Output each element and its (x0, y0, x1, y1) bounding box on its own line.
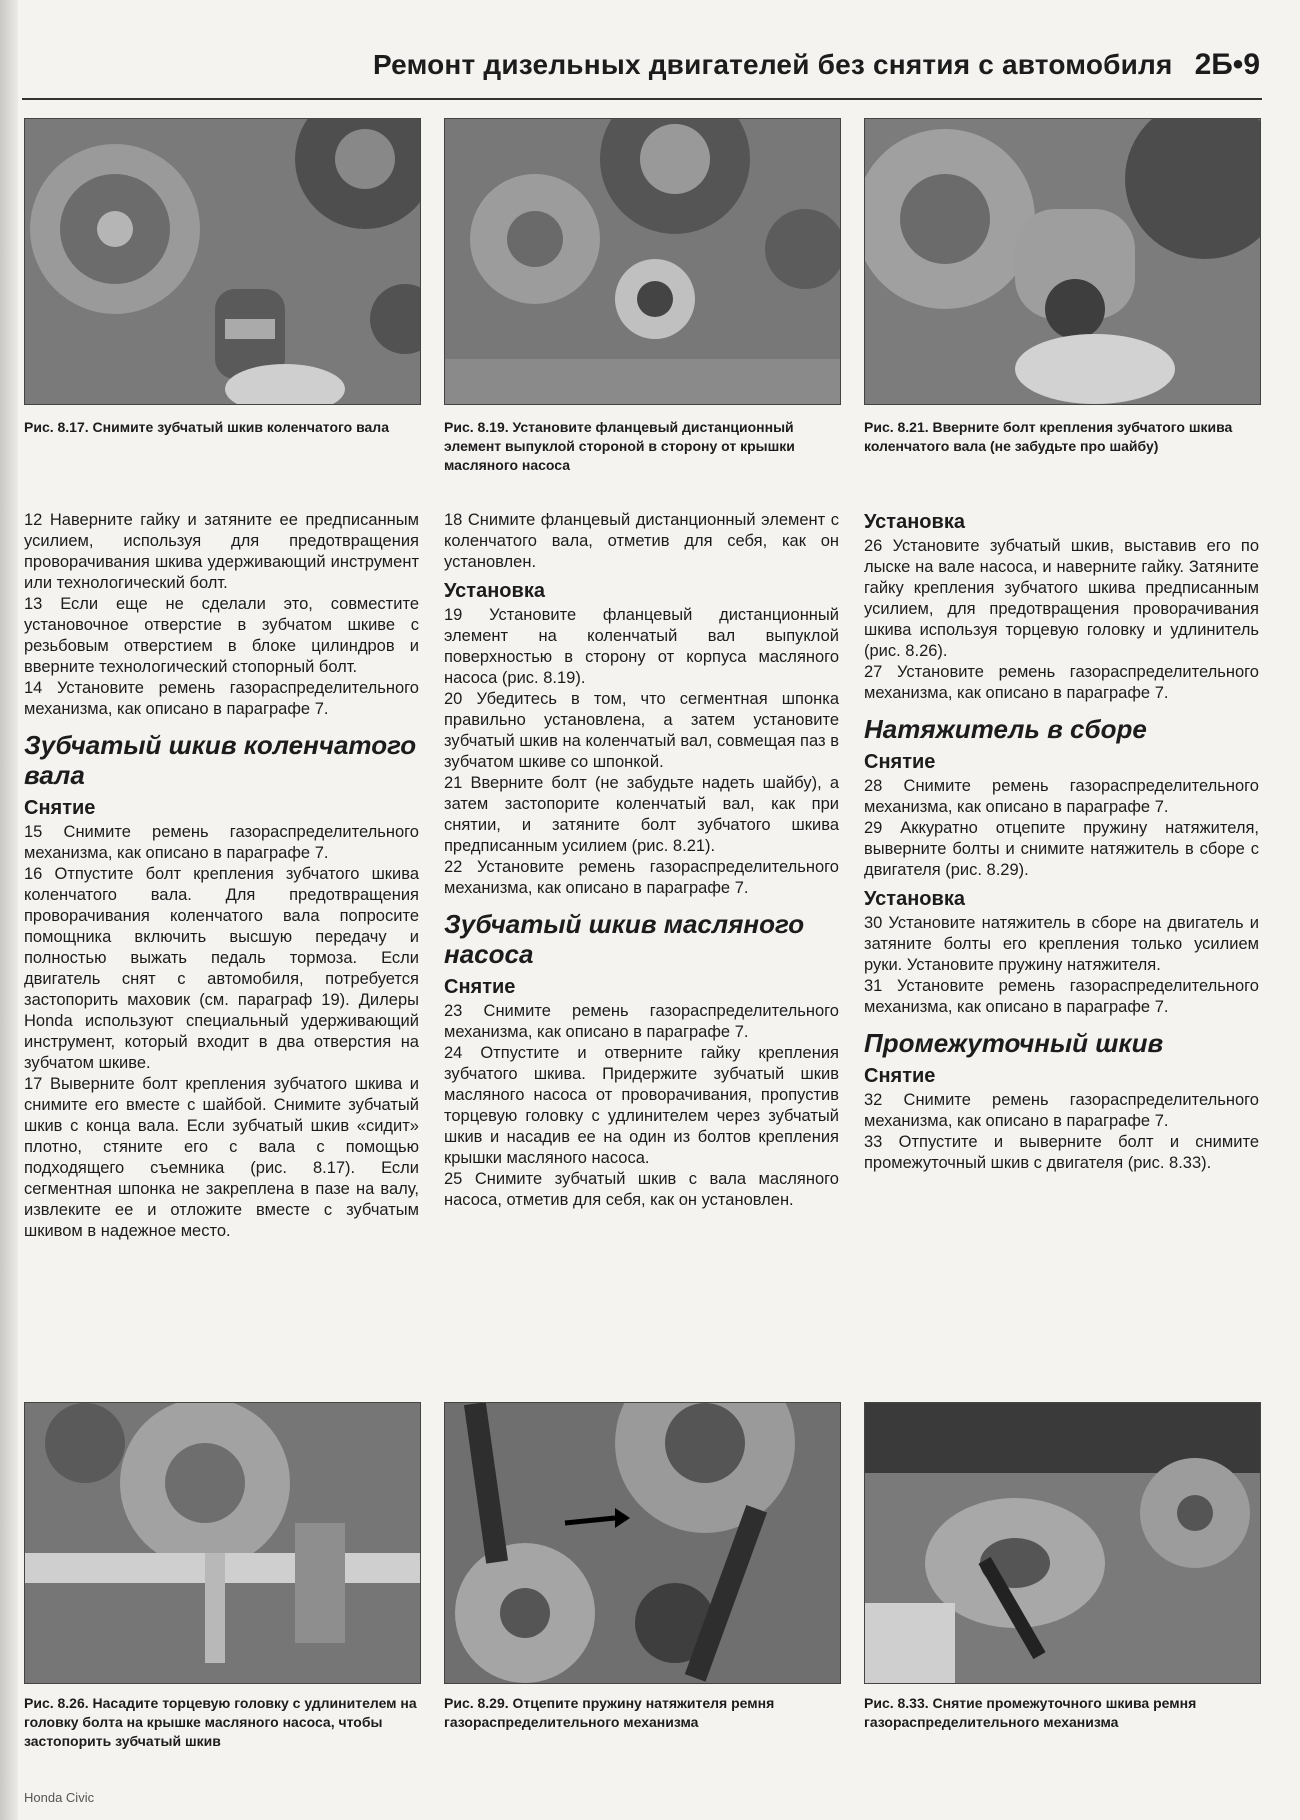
page-binding-edge (0, 0, 18, 1820)
paragraph-18: 18 Снимите фланцевый дистанционный элемент с коленчатого вала, отметив для себя, как он установлен. (444, 511, 839, 571)
paragraph-31: 31 Установите ремень газораспределительного механизма, как описано в параграфе 7. (864, 977, 1259, 1016)
subheading-installation: Установка (864, 888, 965, 910)
photo-fig-8-19 (444, 118, 841, 405)
footer-book-title: Honda Civic (24, 1790, 95, 1805)
paragraph-28: 28 Снимите ремень газораспределительного механизма, как описано в параграфе 7. (864, 777, 1259, 816)
paragraph-16: 16 Отпустите болт крепления зубчатого шкива коленчатого вала. Для предотвращения проворачивания коленчатого вала попросите помощника включить высшую передачу и полностью выжать педаль тормоза. Если двигатель снят с автомобиля, потребуется застопорить маховик (см. параграф 19). Дилеры Honda используют специальный удерживающий инструмент, который входит в два отверстия на зубчатом шкиве. (24, 865, 419, 1072)
text-column-3 (864, 504, 1259, 1174)
subheading-installation: Установка (444, 580, 545, 602)
paragraph-33: 33 Отпустите и выверните болт и снимите промежуточный шкив с двигателя (рис. 8.33). (864, 1133, 1259, 1172)
paragraph-23: 23 Снимите ремень газораспределительного механизма, как описано в параграфе 7. (444, 1002, 839, 1041)
photo-fig-8-26 (24, 1402, 421, 1684)
paragraph-27: 27 Установите ремень газораспределительного механизма, как описано в параграфе 7. (864, 663, 1259, 702)
caption-fig-8-26: Рис. 8.26. Насадите торцевую головку с удлинителем на головку болта на крышке масляного насоса, чтобы застопорить зубчатый шкив (24, 1695, 417, 1749)
paragraph-30: 30 Установите натяжитель в сборе на двигатель и затяните болты его крепления только усилием руки. Установите пружину натяжителя. (864, 914, 1259, 974)
paragraph-17: 17 Выверните болт крепления зубчатого шкива и снимите его вместе с шайбой. Снимите зубчатый шкив с конца вала. Если зубчатый шкив «сидит» плотно, стяните его с вала с помощью подходящего съемника (рис. 8.17). Если сегментная шпонка не закреплена в пазе на валу, извлеките ее и отложите вместе с зубчатым шкивом в надежное место. (24, 1075, 419, 1240)
subheading-removal: Снятие (864, 1065, 936, 1087)
paragraph-12: 12 Наверните гайку и затяните ее предписанным усилием, используя для предотвращения проворачивания шкива удерживающий инструмент или технологический болт. (24, 511, 419, 592)
text-column-2 (444, 510, 839, 1211)
text-column-1 (24, 510, 419, 1242)
photo-fig-8-21 (864, 118, 1261, 405)
subheading-removal: Снятие (864, 751, 936, 773)
caption-fig-8-29: Рис. 8.29. Отцепите пружину натяжителя ремня газораспределительного механизма (444, 1695, 775, 1730)
paragraph-20: 20 Убедитесь в том, что сегментная шпонка правильно установлена, а затем установите зубчатый шкив на коленчатый вал, совмещая паз в зубчатом шкиве со шпонкой. (444, 690, 839, 771)
page-header (310, 40, 1260, 90)
photo-fig-8-17 (24, 118, 421, 405)
page-number: 2Б•9 (1194, 48, 1260, 81)
paragraph-22: 22 Установите ремень газораспределительного механизма, как описано в параграфе 7. (444, 858, 839, 897)
caption-fig-8-19: Рис. 8.19. Установите фланцевый дистанционный элемент выпуклой стороной в сторону от крышки масляного насоса (444, 419, 795, 473)
subheading-removal: Снятие (444, 976, 516, 998)
paragraph-13: 13 Если еще не сделали это, совместите установочное отверстие в зубчатом шкиве с резьбовым отверстием в блоке цилиндров и вверните технологический стопорный болт. (24, 595, 419, 676)
photo-fig-8-29 (444, 1402, 841, 1684)
paragraph-19: 19 Установите фланцевый дистанционный элемент на коленчатый вал выпуклой поверхностью в сторону от корпуса масляного насоса (рис. 8.19). (444, 606, 839, 687)
paragraph-32: 32 Снимите ремень газораспределительного механизма, как описано в параграфе 7. (864, 1091, 1259, 1130)
section-heading-crankshaft-sprocket: Зубчатый шкив коленчатого вала (24, 730, 417, 790)
page-title: Ремонт дизельных двигателей без снятия с автомобиля (372, 49, 1173, 80)
caption-fig-8-33: Рис. 8.33. Снятие промежуточного шкива ремня газораспределительного механизма (864, 1695, 1197, 1730)
paragraph-24: 24 Отпустите и отверните гайку крепления зубчатого шкива. Придержите зубчатый шкив масляного насоса от проворачивания, пропустив торцевую головку с удлинителем через зубчатый шкив и насадив ее на один из болтов крепления крышки масляного насоса. (444, 1044, 839, 1167)
paragraph-26: 26 Установите зубчатый шкив, выставив его по лыске на вале насоса, и наверните гайку. Затяните гайку крепления зубчатого шкива предписанным усилием, для предотвращения проворачивания шкива используя торцевую головку и удлинитель (рис. 8.26). (864, 537, 1259, 660)
subheading-removal: Снятие (24, 797, 96, 819)
section-heading-oil-pump-sprocket: Зубчатый шкив масляного насоса (444, 909, 805, 969)
caption-fig-8-17: Рис. 8.17. Снимите зубчатый шкив коленчатого вала (24, 419, 389, 435)
section-heading-tensioner-assembly: Натяжитель в сборе (864, 714, 1147, 744)
header-divider (22, 98, 1262, 100)
subheading-installation: Установка (864, 511, 965, 533)
section-heading-idler-pulley: Промежуточный шкив (864, 1028, 1164, 1058)
paragraph-14: 14 Установите ремень газораспределительного механизма, как описано в параграфе 7. (24, 679, 419, 718)
paragraph-29: 29 Аккуратно отцепите пружину натяжителя, выверните болты и снимите натяжитель в сборе с двигателя (рис. 8.29). (864, 819, 1259, 879)
paragraph-25: 25 Снимите зубчатый шкив с вала масляного насоса, отметив для себя, как он установлен. (444, 1170, 839, 1209)
paragraph-21: 21 Вверните болт (не забудьте надеть шайбу), а затем застопорите коленчатый вал, как при снятии, и затяните болт зубчатого шкива предписанным усилием (рис. 8.21). (444, 774, 839, 855)
photo-fig-8-33 (864, 1402, 1261, 1684)
paragraph-15: 15 Снимите ремень газораспределительного механизма, как описано в параграфе 7. (24, 823, 419, 862)
caption-fig-8-21: Рис. 8.21. Вверните болт крепления зубчатого шкива коленчатого вала (не забудьте про шайбу) (864, 419, 1233, 454)
